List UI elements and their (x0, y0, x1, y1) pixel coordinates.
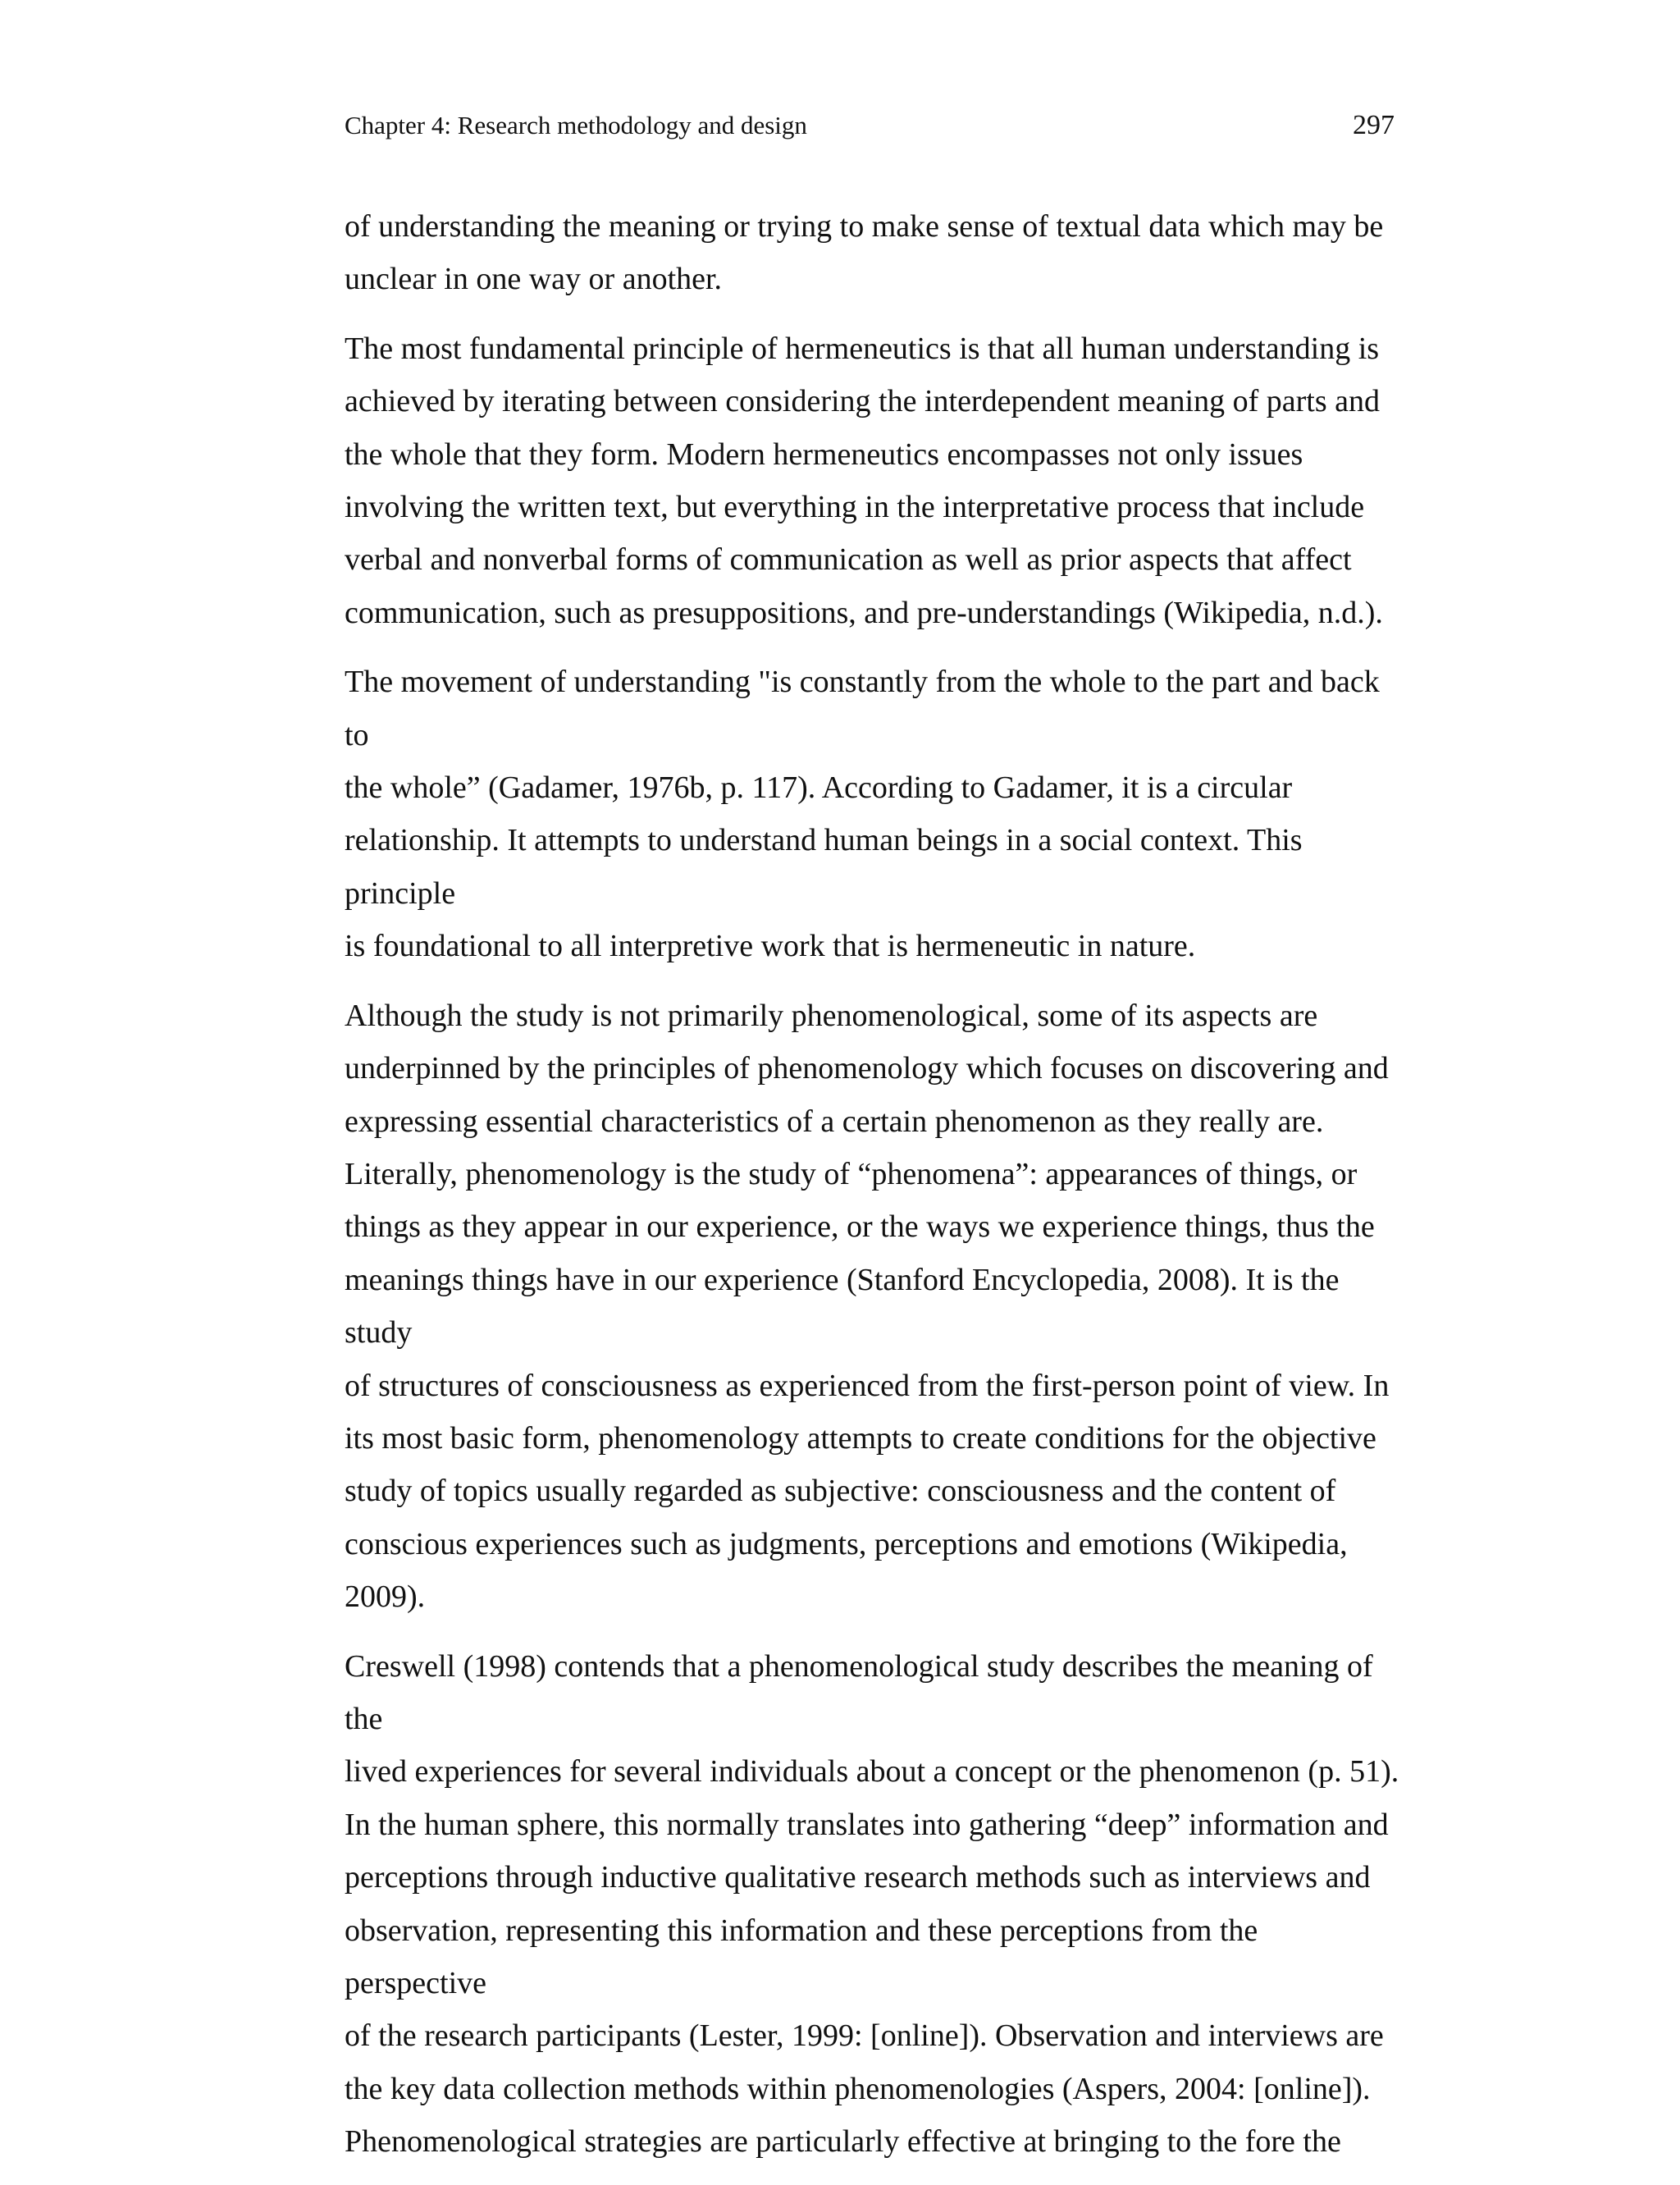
chapter-title: Chapter 4: Research methodology and design (345, 111, 807, 139)
paragraph-3: The movement of understanding "is constantly from the whole to the part and back to the whole” (Gadamer, 1976b, p. 117). According to Gadamer, it is a circular relationship. It attempts to understand human beings in a social context. This principle is foundational to all interpretive work that is hermeneutic in nature. (345, 665, 1380, 964)
paragraph-1: of understanding the meaning or trying to make sense of textual data which may be unclear in one way or another. (345, 209, 1384, 297)
body-text (345, 200, 1403, 2185)
paragraph-5: Creswell (1998) contends that a phenomenological study describes the meaning of the lived experiences for several individuals about a concept or the phenomenon (p. 51). In the human sphere, this normally translates into gathering “deep” information and perceptions through inductive qualitative research methods such as interviews and observation, representing this information and these perceptions from the perspective of the research participants (Lester, 1999: [online]). Observation and interviews are the key data collection methods within phenomenologies (Aspers, 2004: [online]). Phenomenological strategies are particularly effective at bringing to the fore the (345, 1648, 1399, 2160)
running-header (345, 105, 1395, 146)
paragraph-4: Although the study is not primarily phenomenological, some of its aspects are underpinned by the principles of phenomenology which focuses on discovering and expressing essential characteristics of a certain phenomenon as they really are. Literally, phenomenology is the study of “phenomena”: appearances of things, or things as they appear in our experience, or the ways we experience things, thus the meanings things have in our experience (Stanford Encyclopedia, 2008). It is the study of structures of consciousness as experienced from the first-person point of view. In its most basic form, phenomenology attempts to create conditions for the objective study of topics usually regarded as subjective: consciousness and the content of conscious experiences such as judgments, perceptions and emotions (Wikipedia, 2009). (345, 998, 1390, 1615)
paragraph-2: The most fundamental principle of hermeneutics is that all human understanding is achieved by iterating between considering the interdependent meaning of parts and the whole that they form. Modern hermeneutics encompasses not only issues involving the written text, but everything in the interpretative process that include verbal and nonverbal forms of communication as well as prior aspects that affect communication, such as presuppositions, and pre-understandings (Wikipedia, n.d.). (345, 331, 1383, 630)
page-number: 297 (1353, 110, 1395, 140)
